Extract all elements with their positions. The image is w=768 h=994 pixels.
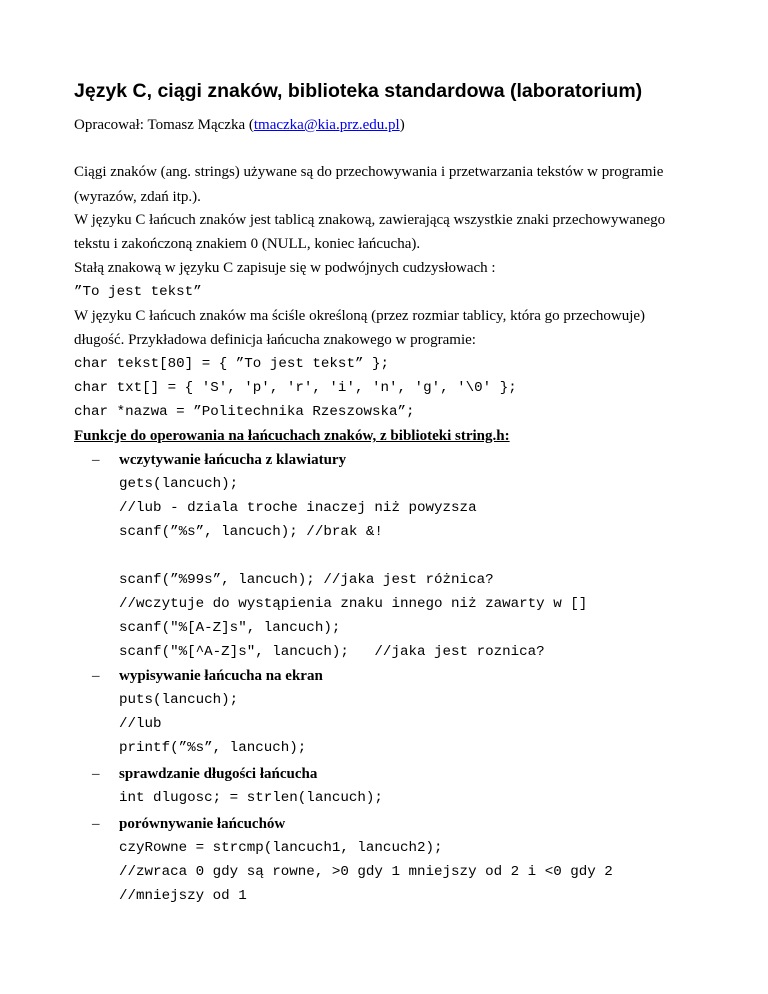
bullet-dash: – [92, 452, 100, 468]
code-line: //lub [119, 716, 162, 732]
code-line: //mniejszy od 1 [119, 888, 247, 904]
intro-line-1: Ciągi znaków (ang. strings) używane są do przechowywania i przetwarzania tekstów w programie [74, 164, 664, 180]
code-line: scanf("%[^A-Z]s", lancuch); //jaka jest roznica? [119, 644, 545, 660]
intro2-line-1: W języku C łańcuch znaków ma ściśle określoną (przez rozmiar tablicy, która go przechowuje) [74, 308, 646, 324]
code-line: //wczytuje do wystąpienia znaku innego niż zawarty w [] [119, 596, 588, 612]
functions-heading: Funkcje do operowania na łańcuchach znaków, z biblioteki string.h: [74, 428, 510, 444]
bullet-dash: – [92, 766, 100, 782]
string-example: ”To jest tekst” [74, 284, 202, 300]
intro-line-2: (wyrazów, zdań itp.). [74, 189, 201, 205]
code-line: printf(”%s”, lancuch); [119, 740, 307, 756]
intro-line-5: Stałą znakową w języku C zapisuje się w podwójnych cudzysłowach : [74, 260, 496, 276]
author-prefix: Opracował: Tomasz Mączka ( [74, 117, 254, 133]
code-line: scanf(”%99s”, lancuch); //jaka jest różnica? [119, 572, 494, 588]
code-line: czyRowne = strcmp(lancuch1, lancuch2); [119, 840, 443, 856]
bullet-dash: – [92, 668, 100, 684]
document-title: Język C, ciągi znaków, biblioteka standardowa (laboratorium) [74, 80, 643, 102]
intro-line-3: W języku C łańcuch znaków jest tablicą znakową, zawierającą wszystkie znaki przechowywanego [74, 212, 666, 228]
code-line: scanf(”%s”, lancuch); //brak &! [119, 524, 383, 540]
code-line: //zwraca 0 gdy są rowne, >0 gdy 1 mniejszy od 2 i <0 gdy 2 [119, 864, 613, 880]
code-line: int dlugosc; = strlen(lancuch); [119, 790, 383, 806]
definition-line-2: char txt[] = { 'S', 'p', 'r', 'i', 'n', 'g', '\0' }; [74, 380, 517, 396]
author-email-link[interactable]: tmaczka@kia.prz.edu.pl [253, 117, 400, 133]
section-label-output: wypisywanie łańcucha na ekran [119, 668, 323, 684]
code-line: gets(lancuch); [119, 476, 239, 492]
code-line: scanf("%[A-Z]s", lancuch); [119, 620, 341, 636]
definition-line-3: char *nazwa = ”Politechnika Rzeszowska”; [74, 404, 415, 420]
author-line [74, 117, 405, 134]
code-line: puts(lancuch); [119, 692, 239, 708]
code-line: //lub - dziala troche inaczej niż powyzsza [119, 500, 477, 516]
section-label-length: sprawdzanie długości łańcucha [119, 766, 318, 782]
intro2-line-2: długość. Przykładowa definicja łańcucha znakowego w programie: [74, 332, 476, 348]
definition-line-1: char tekst[80] = { ”To jest tekst” }; [74, 356, 390, 372]
bullet-dash: – [92, 816, 100, 832]
section-label-input: wczytywanie łańcucha z klawiatury [119, 452, 347, 468]
author-suffix: ) [399, 117, 405, 133]
section-label-compare: porównywanie łańcuchów [119, 816, 286, 832]
intro-line-4: tekstu i zakończoną znakiem 0 (NULL, koniec łańcucha). [74, 236, 421, 252]
